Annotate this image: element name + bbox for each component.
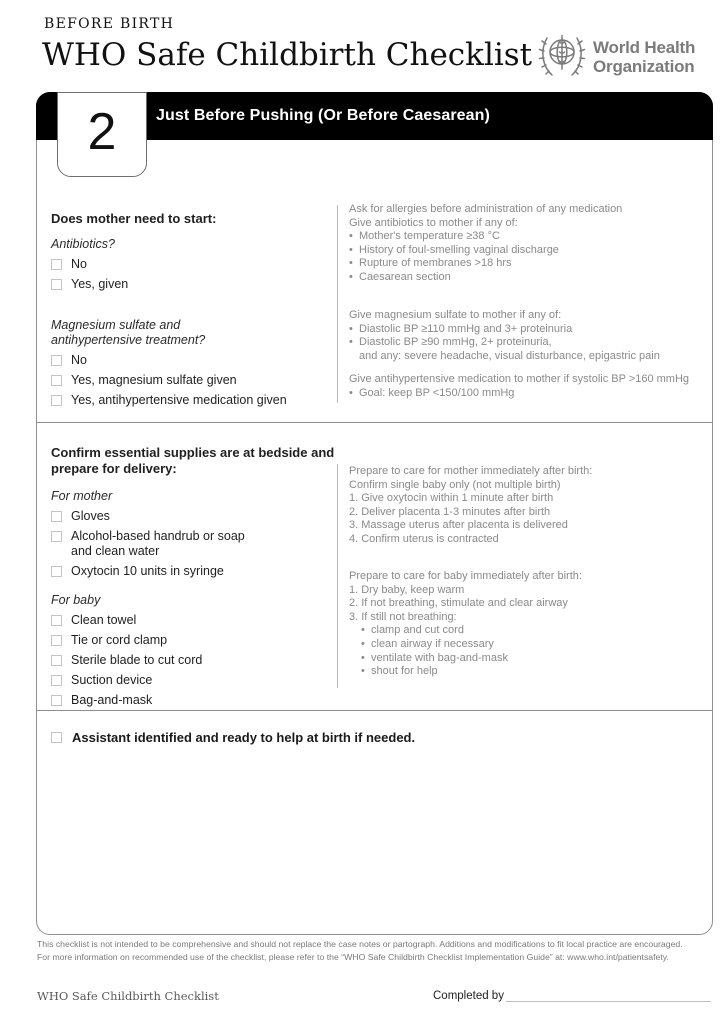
guidance-bullet: • ventilate with bag-and-mask	[361, 652, 705, 666]
checkbox[interactable]	[51, 395, 62, 406]
magnesium-guidance	[349, 309, 705, 401]
guidance-step: 1. Dry baby, keep warm	[349, 583, 465, 596]
column-rule-1	[337, 205, 338, 403]
checkbox-row[interactable]	[51, 653, 335, 668]
checkbox-label: Sterile blade to cut cord	[71, 653, 203, 667]
guidance-bullet: • clean airway if necessary	[361, 638, 705, 652]
guidance-step: 2. If not breathing, stimulate and clear airway	[349, 597, 568, 610]
guidance-step: 2. Deliver placenta 1-3 minutes after birth	[349, 505, 551, 518]
section-divider-2	[37, 710, 712, 711]
baby-care-guidance	[349, 570, 705, 679]
checkbox-row[interactable]	[51, 693, 335, 708]
section2-checklist	[51, 445, 335, 708]
assistant-label: Assistant identified and ready to help at birth if needed.	[72, 730, 416, 745]
checkbox-label: Oxytocin 10 units in syringe	[71, 564, 224, 578]
checkbox-row[interactable]	[51, 393, 335, 408]
disclaimer-line2: For more information on recommended use of the checklist, please refer to the “WHO Safe Childbirth Checklist Implementation Guide” at: www.who.int/patientsafety.	[37, 952, 669, 962]
checkbox-label: Yes, given	[71, 277, 129, 291]
mother-care-guidance	[349, 465, 705, 547]
disclaimer-line1: This checklist is not intended to be comprehensive and should not replace the case notes or partograph. Additions and modifications to fit local practice are encouraged.	[37, 939, 683, 949]
checkbox-row[interactable]	[51, 353, 335, 368]
checkbox-row[interactable]	[51, 673, 335, 688]
guidance-line: Give antihypertensive medication to mother if systolic BP >160 mmHg	[349, 373, 690, 386]
guidance-continuation: and any: severe headache, visual disturbance, epigastric pain	[359, 349, 660, 362]
for-mother-label: For mother	[51, 489, 113, 503]
checkbox[interactable]	[51, 511, 62, 522]
who-logo-line1: World Health	[593, 37, 696, 57]
guidance-bullet: • Diastolic BP ≥90 mmHg, 2+ proteinuria,	[349, 336, 705, 350]
checkbox[interactable]	[51, 615, 62, 626]
footer-doc-title: WHO Safe Childbirth Checklist	[37, 989, 219, 1003]
checkbox-row[interactable]	[51, 373, 335, 388]
checkbox[interactable]	[51, 531, 62, 542]
completed-by-signature-line[interactable]	[506, 1001, 711, 1002]
checkbox-label: Suction device	[71, 673, 153, 687]
checkbox[interactable]	[51, 695, 62, 706]
checkbox-label: Yes, magnesium sulfate given	[71, 373, 237, 387]
guidance-line: Ask for allergies before administration of any medication	[349, 203, 623, 215]
who-emblem-icon	[536, 28, 588, 85]
checkbox-row[interactable]	[51, 509, 335, 524]
checkbox-label: No	[71, 257, 87, 271]
checkbox[interactable]	[51, 279, 62, 290]
checkbox-row[interactable]	[51, 633, 335, 648]
section2-heading-line2: prepare for delivery:	[51, 461, 177, 476]
who-logo	[536, 28, 695, 85]
section-number-tab	[57, 92, 147, 177]
guidance-step: 1. Give oxytocin within 1 minute after birth	[349, 492, 554, 505]
guidance-step: 4. Confirm uterus is contracted	[349, 532, 499, 545]
checkbox[interactable]	[51, 375, 62, 386]
checkbox-row[interactable]	[51, 529, 335, 559]
guidance-bullet: • Goal: keep BP <150/100 mmHg	[349, 387, 705, 401]
guidance-line: Give magnesium sulfate to mother if any of:	[349, 309, 562, 321]
section-number: 2	[87, 102, 117, 161]
checkbox-row[interactable]	[51, 257, 335, 272]
checkbox-label: Tie or cord clamp	[71, 633, 168, 647]
checkbox-label: Alcohol-based handrub or soap and clean water	[71, 529, 245, 558]
guidance-step: 3. If still not breathing:	[349, 610, 457, 623]
section-divider-1	[37, 422, 712, 423]
section1-heading: Does mother need to start:	[51, 211, 217, 226]
section-eyebrow: BEFORE BIRTH	[44, 16, 175, 32]
antibiotics-question: Antibiotics?	[51, 237, 115, 251]
guidance-line: Prepare to care for mother immediately after birth:	[349, 465, 593, 477]
guidance-line: Give antibiotics to mother if any of:	[349, 216, 518, 229]
section-banner-title: Just Before Pushing (Or Before Caesarean)	[156, 107, 490, 124]
checkbox[interactable]	[51, 566, 62, 577]
guidance-line: Prepare to care for baby immediately after birth:	[349, 570, 582, 582]
checkbox-label: Yes, antihypertensive medication given	[71, 393, 287, 407]
guidance-step: 3. Massage uterus after placenta is delivered	[349, 519, 568, 532]
checkbox[interactable]	[51, 635, 62, 646]
guidance-bullet: • Rupture of membranes >18 hrs	[349, 257, 705, 271]
checkbox-label: Clean towel	[71, 613, 137, 627]
guidance-bullet: • shout for help	[361, 665, 705, 679]
section1-checklist	[51, 211, 335, 408]
checkbox[interactable]	[51, 655, 62, 666]
guidance-bullet: • History of foul-smelling vaginal discharge	[349, 244, 705, 258]
checkbox[interactable]	[51, 259, 62, 270]
completed-by-label: Completed by	[433, 990, 504, 1002]
guidance-bullet: • Caesarean section	[349, 271, 705, 285]
checkbox[interactable]	[51, 732, 62, 743]
checkbox-row[interactable]	[51, 613, 335, 628]
checkbox-label: No	[71, 353, 87, 367]
who-logo-text	[593, 38, 695, 76]
antibiotics-guidance	[349, 203, 705, 285]
magnesium-question-line2: antihypertensive treatment?	[51, 333, 206, 347]
for-baby-label: For baby	[51, 593, 101, 607]
magnesium-question-line1: Magnesium sulfate and	[51, 318, 181, 332]
guidance-bullet: • Diastolic BP ≥110 mmHg and 3+ proteinuria	[349, 323, 705, 337]
guidance-line: Confirm single baby only (not multiple birth)	[349, 478, 561, 491]
column-rule-2	[337, 464, 338, 688]
checkbox-label: Bag-and-mask	[71, 693, 153, 707]
checkbox-label: Gloves	[71, 509, 110, 523]
guidance-bullet: • Mother's temperature ≥38 °C	[349, 230, 705, 244]
checkbox-row[interactable]	[51, 277, 335, 292]
section2-heading-line1: Confirm essential supplies are at bedside and	[51, 445, 335, 460]
checkbox[interactable]	[51, 675, 62, 686]
checklist-panel	[36, 92, 713, 935]
guidance-bullet: • clamp and cut cord	[361, 624, 705, 638]
assistant-checkbox-row[interactable]	[51, 730, 415, 745]
checkbox-row[interactable]	[51, 564, 335, 579]
who-logo-line2: Organization	[593, 56, 695, 76]
checkbox[interactable]	[51, 355, 62, 366]
page-title: WHO Safe Childbirth Checklist	[42, 37, 533, 73]
